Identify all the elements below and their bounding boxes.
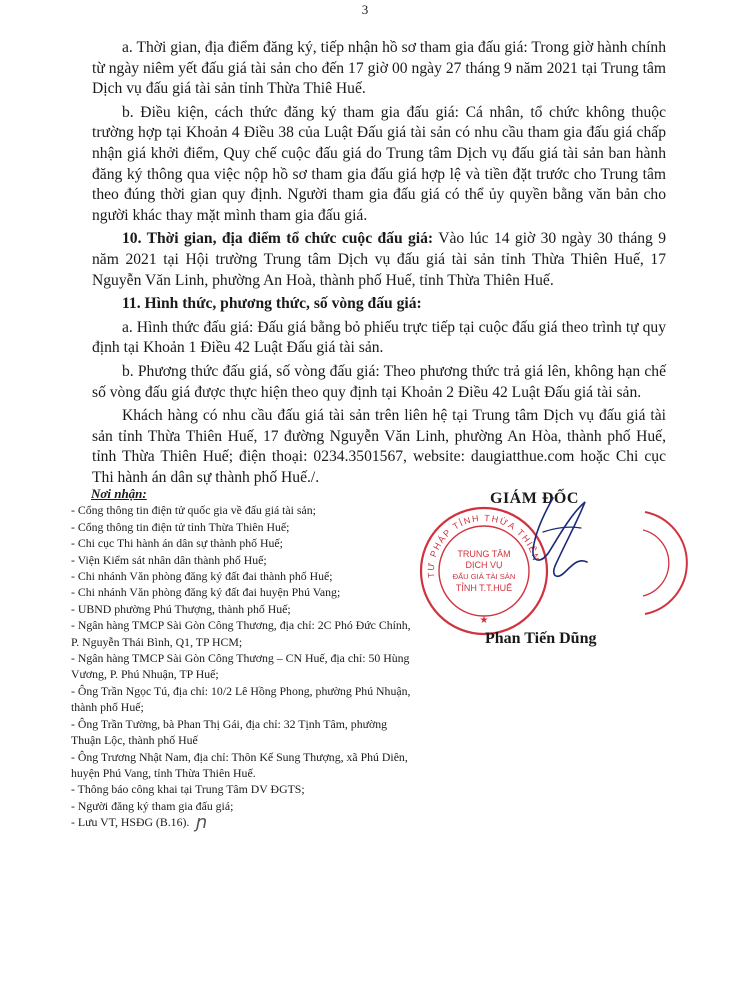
section-11-heading (92, 294, 666, 315)
recipient-item: - Ngân hàng TMCP Sài Gòn Công Thương – CN Huế, địa chỉ: 50 Hùng Vương, P. Phú Nhuận, TP Huế; (71, 651, 410, 682)
recipient-item: - Ông Trần Ngọc Tú, địa chỉ: 10/2 Lê Hồng Phong, phường Phú Nhuận, thành phố Huế; (71, 683, 411, 715)
recipients-title: Nơi nhận: (91, 486, 147, 501)
seal-line: TRUNG TÂM (457, 549, 511, 559)
page-number: 3 (361, 2, 369, 17)
recipient-item: - Ngân hàng TMCP Sài Gòn Công Thương, địa chỉ: 2C Phó Đức Chính, P. Nguyễn Thái Bình, Q1, TP HCM; (71, 618, 411, 649)
recipients-block (71, 486, 416, 832)
signer-title: GIÁM ĐỐC (490, 490, 579, 507)
paragraph-auction-method: b. Phương thức đấu giá, số vòng đấu giá: Theo phương thức trả giá lên, không hạn chế số vòng đấu giá được thực hiện theo quy định tại Khoản 2 Điều 42 Luật Đấu giá tài sản. (92, 362, 666, 401)
paragraph-contact: Khách hàng có nhu cầu đấu giá tài sản trên liên hệ tại Trung tâm Dịch vụ đấu giá tài sản tỉnh Thừa Thiên Huế, 17 đường Nguyễn Văn Linh, phường An Hòa, thành phố Huế, tỉnh Thừa Thiên Huế; điện thoại: 0234.3501567, website: daugiatthue.com hoặc Chi cục Thi hành án dân sự thành phố Huế./. (92, 407, 666, 486)
seal-partial-icon (640, 508, 700, 618)
seal-line: ĐẤU GIÁ TÀI SẢN (452, 572, 516, 581)
recipient-item: - Người đăng ký tham gia đấu giá; (71, 798, 234, 813)
recipient-item: - Chi nhánh Văn phòng đăng ký đất đai thành phố Huế; (71, 569, 333, 584)
paragraph-registration-time: a. Thời gian, địa điểm đăng ký, tiếp nhận hồ sơ tham gia đấu giá: Trong giờ hành chính từ ngày niêm yết đấu giá tài sản cho đến 17 giờ 00 ngày 27 tháng 9 năm 2021 tại Trung tâm Dịch vụ đấu giá tài sản tỉnh Thừa Thiê Huế. (92, 39, 666, 98)
paragraph-auction-time-place (92, 229, 666, 291)
recipient-item-text: - Lưu VT, HSĐG (B.16). (71, 815, 190, 830)
paragraph-auction-form: a. Hình thức đấu giá: Đấu giá bằng bỏ phiếu trực tiếp tại cuộc đấu giá theo trình tự quy định tại Khoản 1 Điều 42 Luật Đấu giá tài sản. (92, 318, 666, 357)
recipients-list (71, 502, 416, 834)
signer-name: Phan Tiến Dũng (485, 630, 597, 647)
recipient-item: - Viện Kiểm sát nhân dân thành phố Huế; (71, 552, 267, 567)
section-10-text: Vào lúc 14 giờ 30 ngày 30 tháng 9 năm 2021 tại Hội trường Trung tâm Dịch vụ đấu giá tài sản tỉnh Thừa Thiên Huế, 17 Nguyễn Văn Linh, phường An Hoà, thành phố Huế, tỉnh Thừa Thiên Huế. (92, 230, 666, 289)
body-text (92, 38, 666, 491)
section-10-heading: 10. Thời gian, địa điểm tổ chức cuộc đấu giá: (122, 230, 434, 248)
recipient-item: - UBND phường Phú Thượng, thành phố Huế; (71, 601, 291, 616)
recipient-item: - Chi nhánh Văn phòng đăng ký đất đai huyện Phú Vang; (71, 585, 341, 600)
initials-mark-icon: ɲ (195, 812, 207, 834)
seal-star-icon: ★ (479, 615, 489, 626)
recipient-item: - Cổng thông tin điện tử tỉnh Thừa Thiên Huế; (71, 519, 290, 534)
section-11-heading-text: 11. Hình thức, phương thức, số vòng đấu giá: (122, 295, 422, 313)
recipient-item: - Ông Trương Nhật Nam, địa chỉ: Thôn Kế Sung Thượng, xã Phú Diên, huyện Phú Vang, tỉnh Thừa Thiên Huế. (71, 749, 408, 780)
seal-line: DỊCH VỤ (465, 560, 503, 570)
seal-ring-text: TƯ PHÁP TỈNH THỪA THIÊN (425, 512, 542, 579)
recipient-item: - Chi cục Thi hành án dân sự thành phố Huế; (71, 536, 283, 551)
signature-icon (515, 492, 605, 602)
recipient-item: - Thông báo công khai tại Trung Tâm DV ĐGTS; (71, 782, 305, 797)
recipient-item-last (71, 812, 416, 834)
recipient-item: - Cổng thông tin điện tử quốc gia về đấu giá tài sản; (71, 503, 316, 518)
recipient-item: - Ông Trần Tường, bà Phan Thị Gái, địa chỉ: 32 Tịnh Tâm, phường Thuận Lộc, thành phố Huế (71, 716, 388, 748)
seal-line: TỈNH T.T.HUẾ (455, 583, 513, 593)
paragraph-registration-conditions: b. Điều kiện, cách thức đăng ký tham gia đấu giá: Cá nhân, tổ chức không thuộc trường hợp tại Khoản 4 Điều 38 của Luật Đấu giá tài sản có nhu cầu tham gia đấu giá chấp nhận giá khởi điểm, Quy chế cuộc đấu giá do Trung tâm Dịch vụ đấu giá tài sản ban hành đăng ký thông qua việc nộp hồ sơ tham gia đấu giá hợp lệ và tiền đặt trước cho Trung tâm theo đúng thời gian quy định. Người tham gia đấu giá có thể ủy quyền bằng văn bản cho người khác thay mặt mình tham gia đấu giá. (92, 103, 666, 224)
